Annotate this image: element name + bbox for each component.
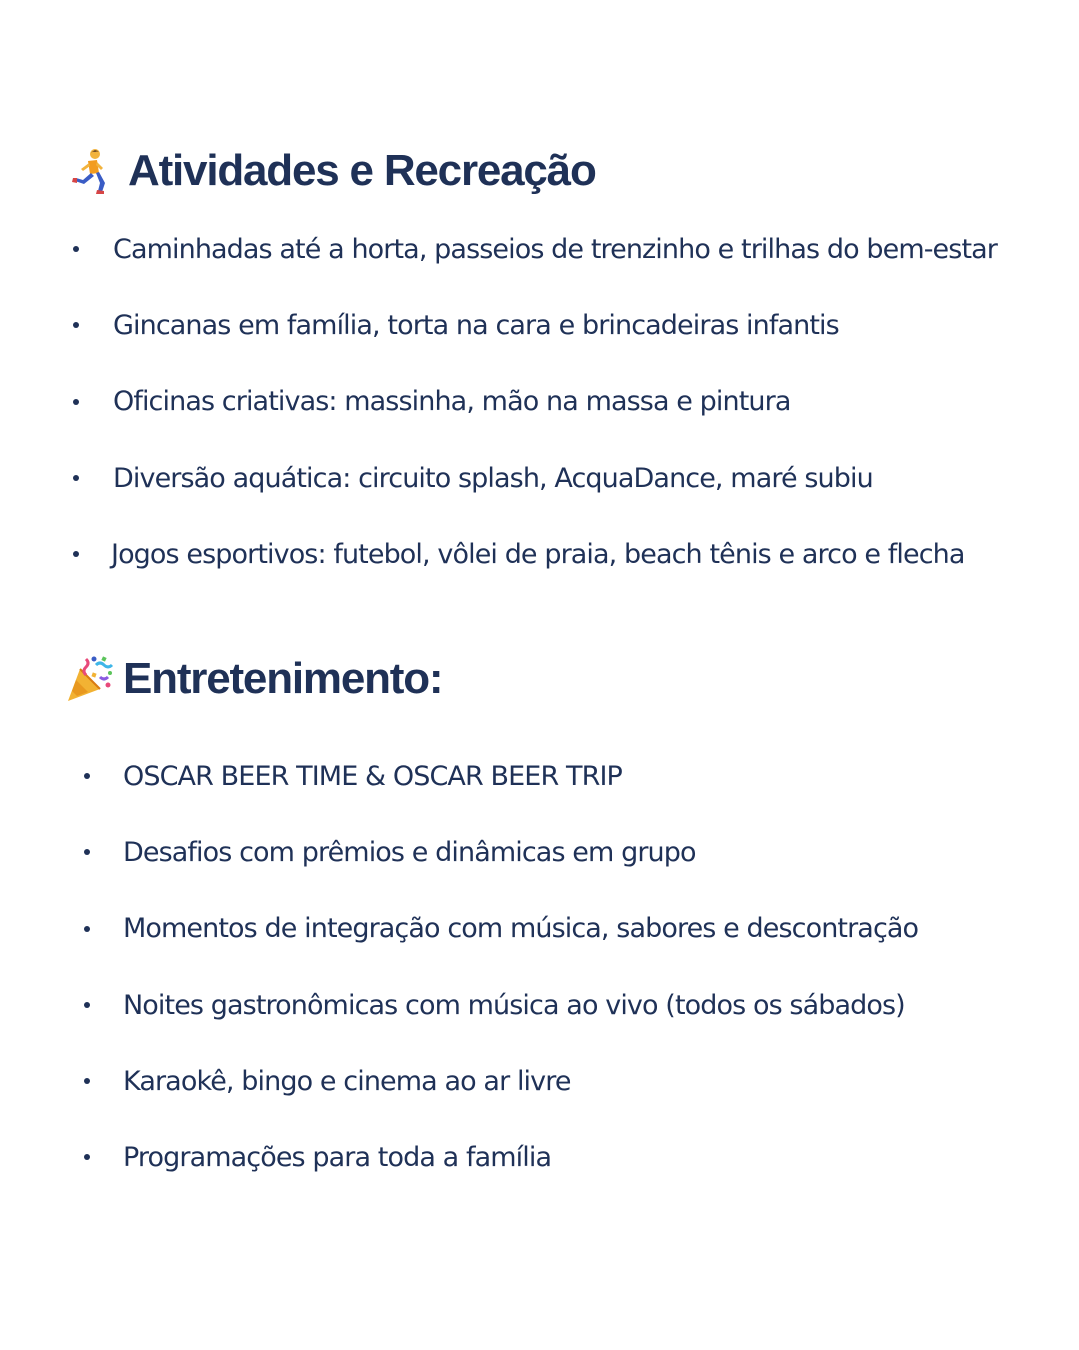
list-item: [0, 814, 1079, 890]
bullet-icon: [84, 849, 90, 855]
list-item-text: Programações para toda a família: [123, 1142, 552, 1174]
list-item-text: Karaokê, bingo e cinema ao ar livre: [123, 1065, 571, 1097]
list-item-text: Momentos de integração com música, sabores e descontração: [123, 913, 919, 945]
entertainment-list: [0, 738, 1079, 1196]
list-item: [0, 287, 1079, 363]
bullet-icon: [73, 246, 79, 252]
section-title: Atividades e Recreação: [128, 146, 596, 195]
bullet-icon: [73, 322, 79, 328]
list-item: [0, 738, 1079, 814]
list-item: [0, 516, 1079, 592]
activities-list: [0, 211, 1079, 592]
list-item-text: Gincanas em família, torta na cara e brincadeiras infantis: [113, 309, 839, 341]
list-item-text: Diversão aquática: circuito splash, AcquaDance, maré subiu: [113, 462, 873, 494]
running-person-icon: [68, 147, 116, 195]
list-item: [0, 440, 1079, 516]
list-item: [0, 967, 1079, 1043]
list-item-text: Jogos esportivos: futebol, vôlei de praia, beach tênis e arco e flecha: [111, 538, 965, 570]
bullet-icon: [84, 1002, 90, 1008]
bullet-icon: [84, 926, 90, 932]
list-item: [0, 364, 1079, 440]
list-item: [0, 211, 1079, 287]
bullet-icon: [73, 551, 79, 557]
bullet-icon: [84, 1078, 90, 1084]
bullet-icon: [73, 475, 79, 481]
list-item-text: Desafios com prêmios e dinâmicas em grupo: [123, 836, 696, 868]
list-item-text: Oficinas criativas: massinha, mão na massa e pintura: [113, 386, 791, 418]
list-item: [0, 1119, 1079, 1195]
list-item: [0, 891, 1079, 967]
party-popper-icon: [66, 655, 114, 703]
bullet-icon: [84, 773, 90, 779]
section-heading-entretenimento: [66, 653, 442, 705]
bullet-icon: [73, 399, 79, 405]
section-title: Entretenimento:: [123, 654, 443, 703]
list-item-text: Noites gastronômicas com música ao vivo (todos os sábados): [123, 989, 905, 1021]
bullet-icon: [84, 1154, 90, 1160]
list-item-text: Caminhadas até a horta, passeios de trenzinho e trilhas do bem-estar: [113, 233, 997, 265]
section-heading-atividades: [68, 145, 596, 197]
list-item-text: OSCAR BEER TIME & OSCAR BEER TRIP: [123, 760, 622, 792]
list-item: [0, 1043, 1079, 1119]
